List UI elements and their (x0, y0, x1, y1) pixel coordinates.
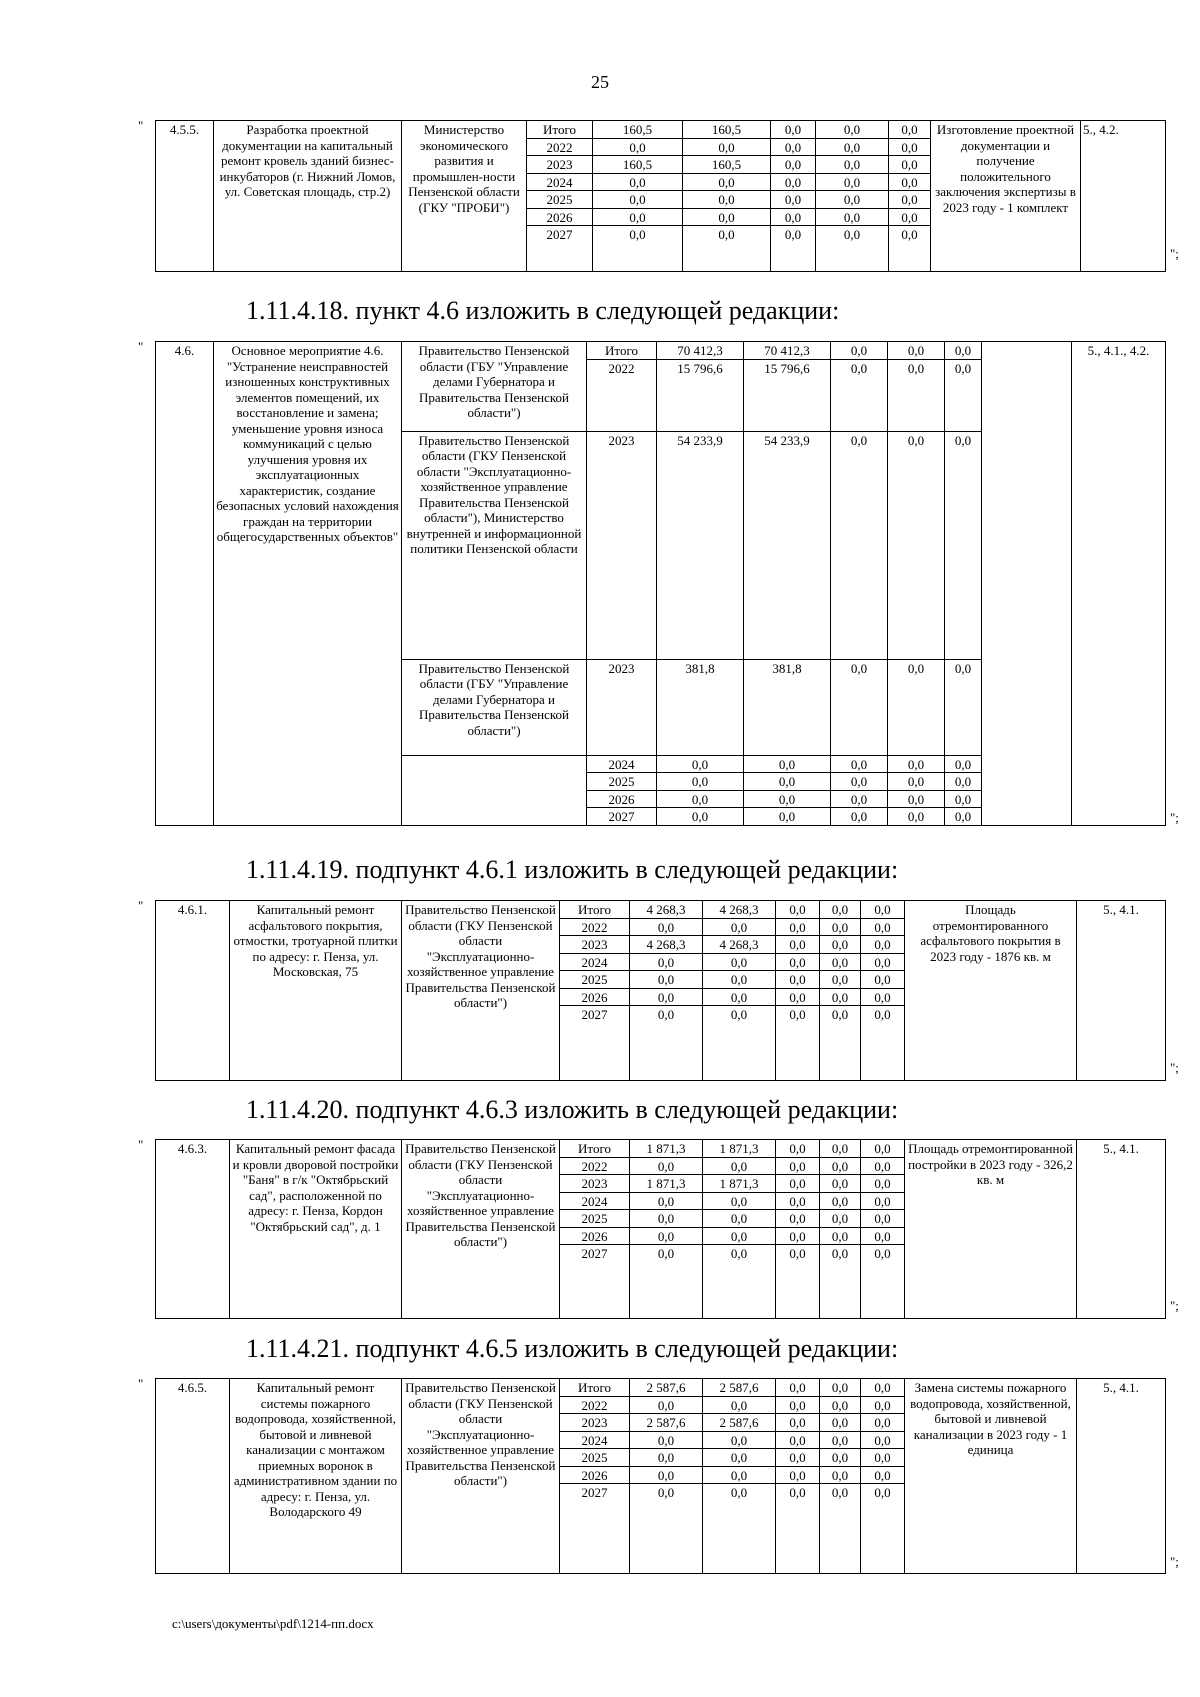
cell: 0,0 (593, 226, 683, 272)
cell: 2026 (560, 988, 630, 1006)
cell: 0,0 (703, 953, 776, 971)
cell: 0,0 (945, 808, 982, 826)
table-4-6-3 (155, 1139, 1166, 1319)
indicator-ref: 5., 4.2. (1081, 121, 1166, 272)
cell: 0,0 (861, 1431, 905, 1449)
cell: 0,0 (889, 173, 931, 191)
measure-name: Разработка проектной документации на капитальный ремонт кровель зданий бизнес-инкубаторов (г. Нижний Ломов, ул. Советская площадь, стр.2) (214, 121, 402, 272)
table-4-6 (155, 341, 1166, 826)
page-number: 25 (591, 72, 609, 92)
cell: 2026 (587, 790, 657, 808)
cell: 0,0 (820, 953, 861, 971)
cell: 0,0 (776, 936, 820, 954)
cell: 0,0 (776, 988, 820, 1006)
cell: 2023 (560, 1414, 630, 1432)
cell: 0,0 (776, 901, 820, 919)
cell: 0,0 (630, 1245, 703, 1319)
cell: 2026 (560, 1466, 630, 1484)
cell: 0,0 (861, 971, 905, 989)
executor: Правительство Пензенской области (ГКУ Пензенской области "Эксплуатационно-хозяйственное управление Правительства Пензенской области"), Министерство внутренней и информационной политики Пензенской области (402, 431, 587, 659)
cell: 0,0 (630, 988, 703, 1006)
cell: 160,5 (683, 156, 771, 174)
cell: 0,0 (657, 790, 744, 808)
cell: 0,0 (776, 953, 820, 971)
cell: 0,0 (820, 1175, 861, 1193)
cell: 0,0 (831, 808, 888, 826)
cell: 0,0 (820, 1449, 861, 1467)
cell: 0,0 (593, 191, 683, 209)
indicator-ref: 5., 4.1. (1077, 901, 1166, 1081)
cell: 0,0 (831, 359, 888, 431)
cell: 1 871,3 (630, 1140, 703, 1158)
cell: 1 871,3 (703, 1140, 776, 1158)
cell: 0,0 (776, 1396, 820, 1414)
cell: 1 871,3 (630, 1175, 703, 1193)
cell: 0,0 (831, 342, 888, 360)
cell: 0,0 (861, 1210, 905, 1228)
cell: 2022 (527, 138, 593, 156)
indicator-ref: 5., 4.1. (1077, 1140, 1166, 1319)
cell: 0,0 (744, 808, 831, 826)
cell: 2027 (560, 1484, 630, 1574)
cell: 0,0 (776, 1140, 820, 1158)
close-quote: "; (1170, 1298, 1179, 1313)
cell: 0,0 (630, 1466, 703, 1484)
cell: 0,0 (888, 659, 945, 755)
executor: Правительство Пензенской области (ГКУ Пензенской области "Эксплуатационно-хозяйственное управление Правительства Пензенской области") (402, 901, 560, 1081)
close-quote: "; (1170, 1060, 1179, 1075)
cell: 0,0 (888, 342, 945, 360)
cell: 0,0 (630, 1192, 703, 1210)
cell: 0,0 (945, 359, 982, 431)
cell: 70 412,3 (657, 342, 744, 360)
cell: 0,0 (771, 173, 816, 191)
heading-4-6: 1.11.4.18. пункт 4.6 изложить в следующей редакции: (246, 296, 840, 325)
cell: 381,8 (657, 659, 744, 755)
open-quote: " (138, 1376, 144, 1391)
cell: 0,0 (771, 191, 816, 209)
cell: 0,0 (816, 226, 889, 272)
cell: 0,0 (861, 1140, 905, 1158)
cell: 0,0 (861, 1449, 905, 1467)
heading-4-6-5: 1.11.4.21. подпункт 4.6.5 изложить в следующей редакции: (246, 1334, 899, 1363)
table-4-5-5 (155, 120, 1166, 272)
executor: Правительство Пензенской области (ГКУ Пензенской области "Эксплуатационно-хозяйственное управление Правительства Пензенской области") (402, 1379, 560, 1574)
table-4-6-1 (155, 900, 1166, 1081)
heading-4-6-3: 1.11.4.20. подпункт 4.6.3 изложить в следующей редакции: (246, 1095, 899, 1124)
cell: 0,0 (630, 1157, 703, 1175)
cell: 0,0 (776, 971, 820, 989)
cell: 0,0 (776, 1192, 820, 1210)
cell: 0,0 (703, 1006, 776, 1081)
indicator-ref: 5., 4.1., 4.2. (1072, 342, 1166, 826)
cell: 0,0 (889, 121, 931, 139)
cell: 0,0 (776, 1175, 820, 1193)
cell: 0,0 (889, 138, 931, 156)
cell: 0,0 (776, 1006, 820, 1081)
cell: Итого (560, 1379, 630, 1397)
cell: 2 587,6 (703, 1379, 776, 1397)
cell: 0,0 (630, 1431, 703, 1449)
cell: 2023 (560, 1175, 630, 1193)
cell: 0,0 (820, 1414, 861, 1432)
cell: 0,0 (861, 1227, 905, 1245)
cell: 0,0 (703, 918, 776, 936)
cell: 2027 (560, 1006, 630, 1081)
cell: 0,0 (831, 755, 888, 773)
cell: 4 268,3 (630, 936, 703, 954)
cell: 0,0 (703, 1466, 776, 1484)
cell: 0,0 (683, 138, 771, 156)
cell: 0,0 (861, 936, 905, 954)
cell: 160,5 (683, 121, 771, 139)
cell: 2025 (560, 1210, 630, 1228)
expected-result: Замена системы пожарного водопровода, хозяйственной, бытовой и ливневой канализации в 2023 году - 1 единица (905, 1379, 1077, 1574)
cell: 0,0 (703, 1431, 776, 1449)
cell: 0,0 (831, 790, 888, 808)
cell: 0,0 (816, 156, 889, 174)
cell: 0,0 (630, 971, 703, 989)
cell: 0,0 (776, 918, 820, 936)
cell: 0,0 (820, 1006, 861, 1081)
cell: 0,0 (945, 431, 982, 659)
cell: 2024 (560, 1431, 630, 1449)
cell: 2025 (560, 971, 630, 989)
row-code: 4.6.1. (156, 901, 230, 1081)
open-quote: " (138, 339, 144, 354)
cell: 0,0 (771, 208, 816, 226)
cell: 0,0 (888, 808, 945, 826)
cell: 0,0 (820, 936, 861, 954)
cell: 0,0 (861, 1484, 905, 1574)
expected-result: Площадь отремонтированного асфальтового покрытия в 2023 году - 1876 кв. м (905, 901, 1077, 1081)
measure-name: Капитальный ремонт асфальтового покрытия, отмостки, тротуарной плитки по адресу: г. Пенза, ул. Московская, 75 (230, 901, 402, 1081)
cell: 0,0 (776, 1449, 820, 1467)
cell: 0,0 (776, 1245, 820, 1319)
cell: 0,0 (861, 1192, 905, 1210)
cell: 0,0 (888, 790, 945, 808)
cell: 2024 (560, 953, 630, 971)
cell: 0,0 (861, 953, 905, 971)
cell: 0,0 (816, 173, 889, 191)
cell: 0,0 (630, 1210, 703, 1228)
cell: 0,0 (630, 953, 703, 971)
measure-name: Капитальный ремонт фасада и кровли дворовой постройки "Баня" в г/к "Октябрьский сад", расположенной по адресу: г. Пенза, Кордон "Октябрьский сад", д. 1 (230, 1140, 402, 1319)
cell: 2027 (527, 226, 593, 272)
cell: 2 587,6 (703, 1414, 776, 1432)
cell: 0,0 (820, 1379, 861, 1397)
cell: 0,0 (889, 226, 931, 272)
cell: 0,0 (776, 1227, 820, 1245)
cell: 0,0 (630, 1484, 703, 1574)
indicator-ref: 5., 4.1. (1077, 1379, 1166, 1574)
cell: 0,0 (820, 971, 861, 989)
cell: 2025 (560, 1449, 630, 1467)
cell: 2022 (560, 918, 630, 936)
cell: 0,0 (816, 138, 889, 156)
cell: 0,0 (820, 1192, 861, 1210)
cell: Итого (560, 901, 630, 919)
cell: 0,0 (776, 1431, 820, 1449)
cell: 0,0 (861, 901, 905, 919)
cell: 54 233,9 (657, 431, 744, 659)
cell: 0,0 (888, 431, 945, 659)
cell: 0,0 (703, 1396, 776, 1414)
cell: 0,0 (703, 1245, 776, 1319)
row-code: 4.5.5. (156, 121, 214, 272)
row-code: 4.6.3. (156, 1140, 230, 1319)
table-4-6-5 (155, 1378, 1166, 1574)
expected-result: Изготовление проектной документации и получение положительного заключения экспертизы в 2023 году - 1 комплект (931, 121, 1081, 272)
cell: 0,0 (888, 359, 945, 431)
cell: 0,0 (945, 659, 982, 755)
cell: 0,0 (630, 1227, 703, 1245)
open-quote: " (138, 118, 144, 133)
cell: 0,0 (861, 1175, 905, 1193)
open-quote: " (138, 898, 144, 913)
cell: 0,0 (657, 808, 744, 826)
cell: 0,0 (820, 1227, 861, 1245)
cell: 70 412,3 (744, 342, 831, 360)
cell: 0,0 (744, 790, 831, 808)
row-code: 4.6. (156, 342, 214, 826)
cell: 0,0 (776, 1466, 820, 1484)
cell: 0,0 (831, 773, 888, 791)
cell: 0,0 (771, 156, 816, 174)
row-code: 4.6.5. (156, 1379, 230, 1574)
cell: 0,0 (771, 226, 816, 272)
cell: 0,0 (861, 1245, 905, 1319)
cell: 0,0 (703, 1227, 776, 1245)
cell: 2 587,6 (630, 1379, 703, 1397)
cell: Итого (527, 121, 593, 139)
cell: 0,0 (776, 1379, 820, 1397)
cell: 0,0 (945, 755, 982, 773)
cell: 0,0 (593, 173, 683, 191)
cell: 2024 (527, 173, 593, 191)
cell: 2025 (587, 773, 657, 791)
cell: 0,0 (630, 918, 703, 936)
cell: 0,0 (683, 226, 771, 272)
cell: 2024 (587, 755, 657, 773)
cell: 0,0 (776, 1414, 820, 1432)
cell: 0,0 (861, 1157, 905, 1175)
cell: 0,0 (820, 1484, 861, 1574)
cell: 4 268,3 (703, 936, 776, 954)
open-quote: " (138, 1137, 144, 1152)
cell: 381,8 (744, 659, 831, 755)
cell: 0,0 (703, 1210, 776, 1228)
cell: Итого (587, 342, 657, 360)
cell: 0,0 (861, 1379, 905, 1397)
cell: 0,0 (776, 1157, 820, 1175)
cell: 0,0 (816, 191, 889, 209)
cell: 2023 (587, 659, 657, 755)
executor: Правительство Пензенской области (ГБУ "Управление делами Губернатора и Правительства Пензенской области") (402, 659, 587, 755)
cell: 0,0 (861, 1006, 905, 1081)
heading-4-6-1: 1.11.4.19. подпункт 4.6.1 изложить в следующей редакции: (246, 855, 899, 884)
cell: 0,0 (703, 1157, 776, 1175)
cell: 4 268,3 (703, 901, 776, 919)
cell: 0,0 (703, 1449, 776, 1467)
cell: 2022 (560, 1157, 630, 1175)
cell: 0,0 (816, 121, 889, 139)
cell: 0,0 (861, 1466, 905, 1484)
cell: 1 871,3 (703, 1175, 776, 1193)
cell: 0,0 (831, 431, 888, 659)
cell: 160,5 (593, 156, 683, 174)
cell: 4 268,3 (630, 901, 703, 919)
cell: 0,0 (861, 918, 905, 936)
expected-result: Площадь отремонтированной постройки в 2023 году - 326,2 кв. м (905, 1140, 1077, 1319)
executor: Министерство экономического развития и промышлен-ности Пензенской области (ГКУ "ПРОБИ") (402, 121, 527, 272)
cell: 0,0 (776, 1210, 820, 1228)
cell: 0,0 (889, 156, 931, 174)
cell: 2027 (587, 808, 657, 826)
cell: 0,0 (703, 988, 776, 1006)
measure-name: Основное мероприятие 4.6. "Устранение неисправностей изношенных конструктивных элементов помещений, их восстановление и замена; уменьшение уровня износа коммуникаций с целью улучшения уровня их эксплуатационных характеристик, создание безопасных условий нахождения граждан на территории общегосударственных объектов" (214, 342, 402, 826)
footer-file-path: c:\users\документы\pdf\1214-пп.docx (172, 1616, 374, 1631)
cell: 15 796,6 (744, 359, 831, 431)
executor: Правительство Пензенской области (ГБУ "Управление делами Губернатора и Правительства Пензенской области") (402, 342, 587, 432)
cell: 2026 (560, 1227, 630, 1245)
executor: Правительство Пензенской области (ГКУ Пензенской области "Эксплуатационно-хозяйственное управление Правительства Пензенской области") (402, 1140, 560, 1319)
cell: 0,0 (771, 138, 816, 156)
cell: 0,0 (657, 755, 744, 773)
close-quote: "; (1170, 246, 1179, 261)
cell: 0,0 (888, 755, 945, 773)
cell: 2026 (527, 208, 593, 226)
cell: 0,0 (820, 1210, 861, 1228)
cell: 0,0 (593, 138, 683, 156)
cell: 160,5 (593, 121, 683, 139)
cell: 0,0 (820, 1140, 861, 1158)
cell: 0,0 (945, 790, 982, 808)
cell: 0,0 (861, 988, 905, 1006)
cell: 0,0 (593, 208, 683, 226)
cell: 0,0 (776, 1484, 820, 1574)
cell: 0,0 (683, 173, 771, 191)
cell: 2023 (527, 156, 593, 174)
cell: 0,0 (630, 1396, 703, 1414)
cell: 2023 (587, 431, 657, 659)
close-quote: "; (1170, 1554, 1179, 1569)
cell: 2025 (527, 191, 593, 209)
cell: 0,0 (630, 1006, 703, 1081)
cell: 0,0 (945, 342, 982, 360)
cell: 0,0 (816, 208, 889, 226)
cell: 0,0 (889, 208, 931, 226)
cell: 0,0 (703, 971, 776, 989)
cell: 2022 (587, 359, 657, 431)
cell: 0,0 (820, 1245, 861, 1319)
cell: 2024 (560, 1192, 630, 1210)
cell: 0,0 (744, 755, 831, 773)
cell: 0,0 (703, 1192, 776, 1210)
cell: Итого (560, 1140, 630, 1158)
cell: 15 796,6 (657, 359, 744, 431)
cell: 0,0 (889, 191, 931, 209)
cell: 0,0 (831, 659, 888, 755)
cell: 0,0 (744, 773, 831, 791)
cell: 0,0 (771, 121, 816, 139)
cell: 0,0 (820, 918, 861, 936)
cell: 2 587,6 (630, 1414, 703, 1432)
cell: 0,0 (861, 1396, 905, 1414)
cell: 54 233,9 (744, 431, 831, 659)
cell: 0,0 (888, 773, 945, 791)
executor-empty (402, 755, 587, 825)
cell: 2023 (560, 936, 630, 954)
cell: 0,0 (820, 1431, 861, 1449)
cell: 0,0 (683, 208, 771, 226)
cell: 0,0 (630, 1449, 703, 1467)
cell: 2027 (560, 1245, 630, 1319)
measure-name: Капитальный ремонт системы пожарного водопровода, хозяйственной, бытовой и ливневой канализации с монтажом приемных воронок в административном здании по адресу: г. Пенза, ул. Володарского 49 (230, 1379, 402, 1574)
cell: 0,0 (820, 1157, 861, 1175)
cell: 0,0 (683, 191, 771, 209)
expected-result-empty (982, 342, 1072, 826)
cell: 0,0 (945, 773, 982, 791)
cell: 0,0 (861, 1414, 905, 1432)
cell: 0,0 (657, 773, 744, 791)
cell: 0,0 (820, 901, 861, 919)
cell: 2022 (560, 1396, 630, 1414)
cell: 0,0 (820, 988, 861, 1006)
cell: 0,0 (820, 1466, 861, 1484)
cell: 0,0 (820, 1396, 861, 1414)
close-quote: "; (1170, 810, 1179, 825)
cell: 0,0 (703, 1484, 776, 1574)
